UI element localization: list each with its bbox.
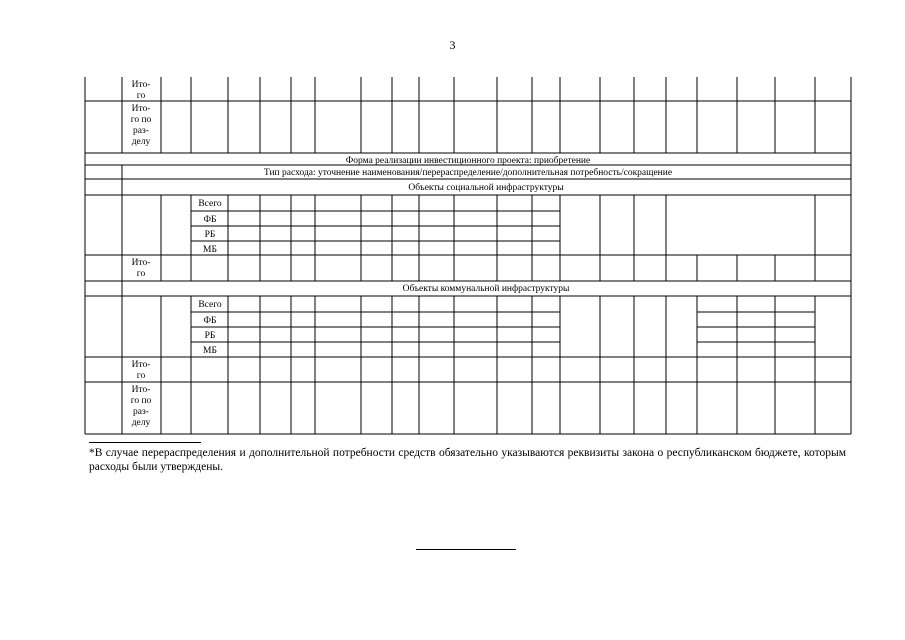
end-divider xyxy=(416,549,516,550)
row-label-itogo: го xyxy=(136,91,146,101)
funding-label: МБ xyxy=(203,346,217,356)
footnote: *В случае перераспределения и дополнительной потребности средств обязательно указываются реквизиты закона о республиканском бюджете, которым расходы были утверждены. xyxy=(89,447,846,473)
merged-row-expense-type: Тип расхода: уточнение наименования/перераспределение/дополнительная потребность/сокращение xyxy=(263,168,673,178)
row-label-itogo-po-razdelu: го по xyxy=(130,115,152,125)
row-label-itogo: го xyxy=(136,269,146,279)
merged-row-form: Форма реализации инвестиционного проекта: приобретение xyxy=(345,156,591,166)
row-label-itogo-po-razdelu: Ито- xyxy=(131,104,151,114)
footnote-divider xyxy=(89,442,201,443)
row-label-itogo-po-razdelu: делу xyxy=(131,418,151,428)
row-label-itogo-po-razdelu: раз- xyxy=(133,126,149,136)
page-number: 3 xyxy=(449,38,456,52)
row-label-itogo-po-razdelu: го по xyxy=(130,396,152,406)
row-label-itogo-po-razdelu: Ито- xyxy=(131,385,151,395)
row-label-itogo: Ито- xyxy=(131,80,151,90)
funding-label: Всего xyxy=(198,199,222,209)
row-label-itogo: го xyxy=(136,371,146,381)
funding-label: МБ xyxy=(203,245,217,255)
row-label-itogo-po-razdelu: делу xyxy=(131,137,151,147)
funding-label: Всего xyxy=(198,300,222,310)
funding-label: ФБ xyxy=(203,316,217,326)
funding-label: ФБ xyxy=(203,215,217,225)
row-label-itogo-po-razdelu: раз- xyxy=(133,407,149,417)
merged-row-communal: Объекты коммунальной инфраструктуры xyxy=(402,284,570,294)
row-label-itogo: Ито- xyxy=(131,258,151,268)
merged-row-social: Объекты социальной инфраструктуры xyxy=(408,183,564,193)
row-label-itogo: Ито- xyxy=(131,360,151,370)
funding-label: РБ xyxy=(204,230,216,240)
funding-label: РБ xyxy=(204,331,216,341)
